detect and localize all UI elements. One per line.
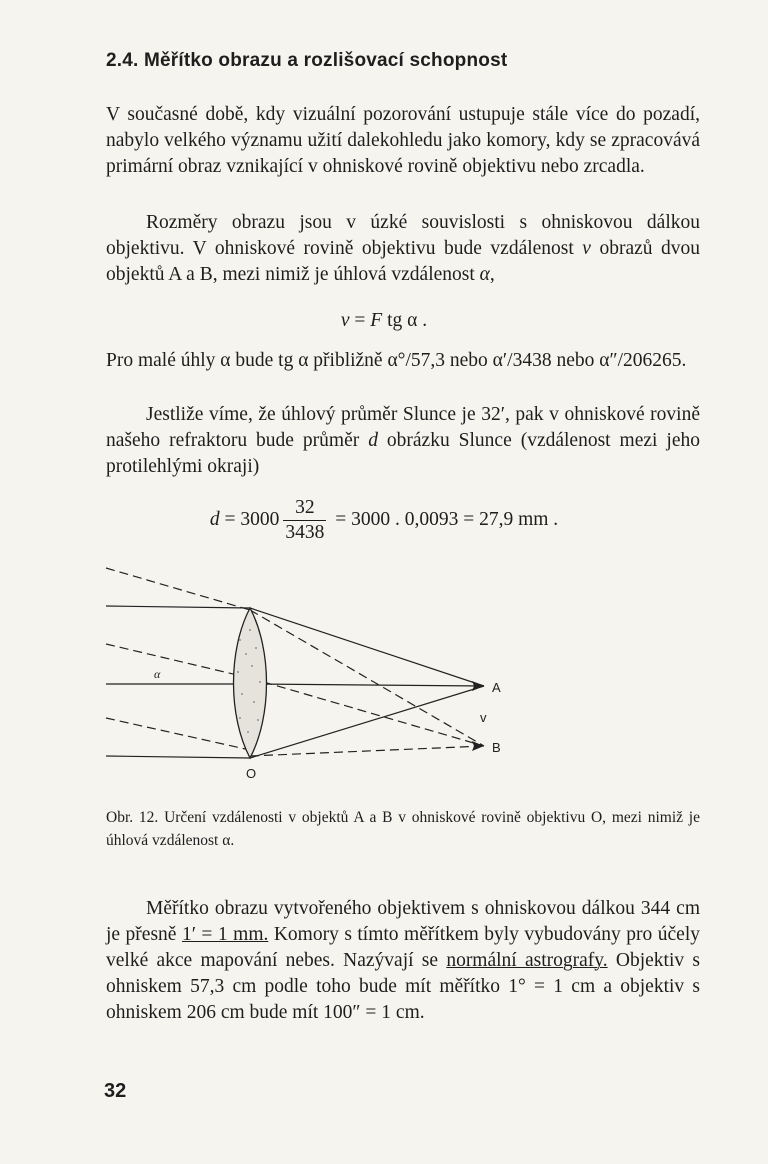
dashed-ray-top-b [250, 610, 484, 746]
paragraph-5-underlined-astrographs: normální astrografy. [446, 950, 608, 971]
formula-v-F: F [370, 310, 383, 331]
formula-v [0, 310, 768, 332]
paragraph-3: Pro malé úhly α bude tg α přibližně α°/57,3 nebo α′/3438 nebo α″/206265. [106, 350, 687, 371]
paragraph-2 [106, 210, 700, 288]
formula-d-eq1: = 3000 [219, 508, 280, 530]
paragraph-4-part1: Jestliže víme, že úhlový průměr Slunce je 32′, pak v ohniskové rovině našeho refraktoru bude průměr [106, 404, 700, 451]
formula-v-lhs: v [340, 310, 350, 331]
fraction-numerator: 32 [295, 497, 315, 518]
dashed-ray-lower [106, 718, 250, 750]
solid-ray-top [106, 606, 250, 608]
formula-d-rest: = 3000 . 0,0093 = 27,9 mm . [330, 508, 559, 530]
paragraph-5-part3: Objektiv s ohniskem 57,3 cm podle toho bude mít měřítko 1° = 1 cm a objektiv s ohniskem 206 cm bude mít 100″ = 1 cm. [106, 950, 700, 1023]
solid-ray-bottom [106, 756, 250, 758]
paragraph-2-part3: , [489, 264, 495, 285]
optics-diagram [100, 560, 710, 790]
formula-v-eq: = [349, 310, 371, 331]
formula-d-lhs: d [209, 508, 220, 530]
dashed-ray-mid-b [250, 678, 484, 746]
formula-d [0, 496, 768, 545]
paragraph-2-part1: Rozměry obrazu jsou v úzké souvislosti s ohniskovou dálkou objektivu. V ohniskové rovině objektivu bude vzdálenost [106, 212, 700, 259]
figure-caption: Obr. 12. Určení vzdálenosti v objektů A a B v ohniskové rovině objektivu O, mezi nimiž je úhlová vzdálenost α. [106, 809, 700, 849]
dashed-ray-middle [106, 644, 250, 678]
page-number: 32 [104, 1080, 127, 1102]
paragraph-5-part1: Měřítko obrazu vytvořeného objektivem s ohniskovou dálkou 344 cm je přesně [106, 898, 700, 945]
label-a: A [492, 680, 501, 695]
formula-d-fraction [283, 496, 326, 545]
formula-v-rest: tg α . [382, 310, 428, 331]
converging-ray-top-a [250, 608, 484, 686]
paragraph-5-part2: Komory s tímto měřítkem byly vybudovány pro účely velké akce mapování nebes. Nazývají se [106, 924, 700, 971]
paragraph-4-var-d: d [368, 430, 378, 451]
paragraph-2-part2: obrazů dvou objektů A a B, mezi nimiž je úhlová vzdálenost [106, 238, 700, 285]
paragraph-1: V současné době, kdy vizuální pozorování ustupuje stále více do pozadí, nabylo velkého významu užití dalekohledu jako komory, kdy se zpracovává primární obraz vznikající v ohniskové rovině objektivu nebo zrcadla. [106, 104, 700, 177]
paragraph-4-part2: obrázku Slunce (vzdálenost mezi jeho protilehlými okraji) [106, 430, 700, 477]
converging-ray-axis-a [250, 684, 484, 686]
paragraph-2-var-v: v [582, 238, 591, 259]
label-v: v [480, 710, 487, 725]
label-o: O [246, 766, 257, 781]
label-b: B [492, 740, 501, 755]
dashed-ray-upper [106, 568, 250, 610]
fraction-denominator: 3438 [285, 522, 325, 543]
paragraph-4 [106, 402, 700, 480]
section-heading: 2.4. Měřítko obrazu a rozlišovací schopnost [106, 50, 508, 71]
paragraph-2-var-alpha: α [479, 264, 490, 285]
paragraph-5-underlined-scale: 1′ = 1 mm. [181, 924, 269, 945]
paragraph-5 [106, 896, 700, 1026]
label-alpha: α [154, 667, 161, 681]
